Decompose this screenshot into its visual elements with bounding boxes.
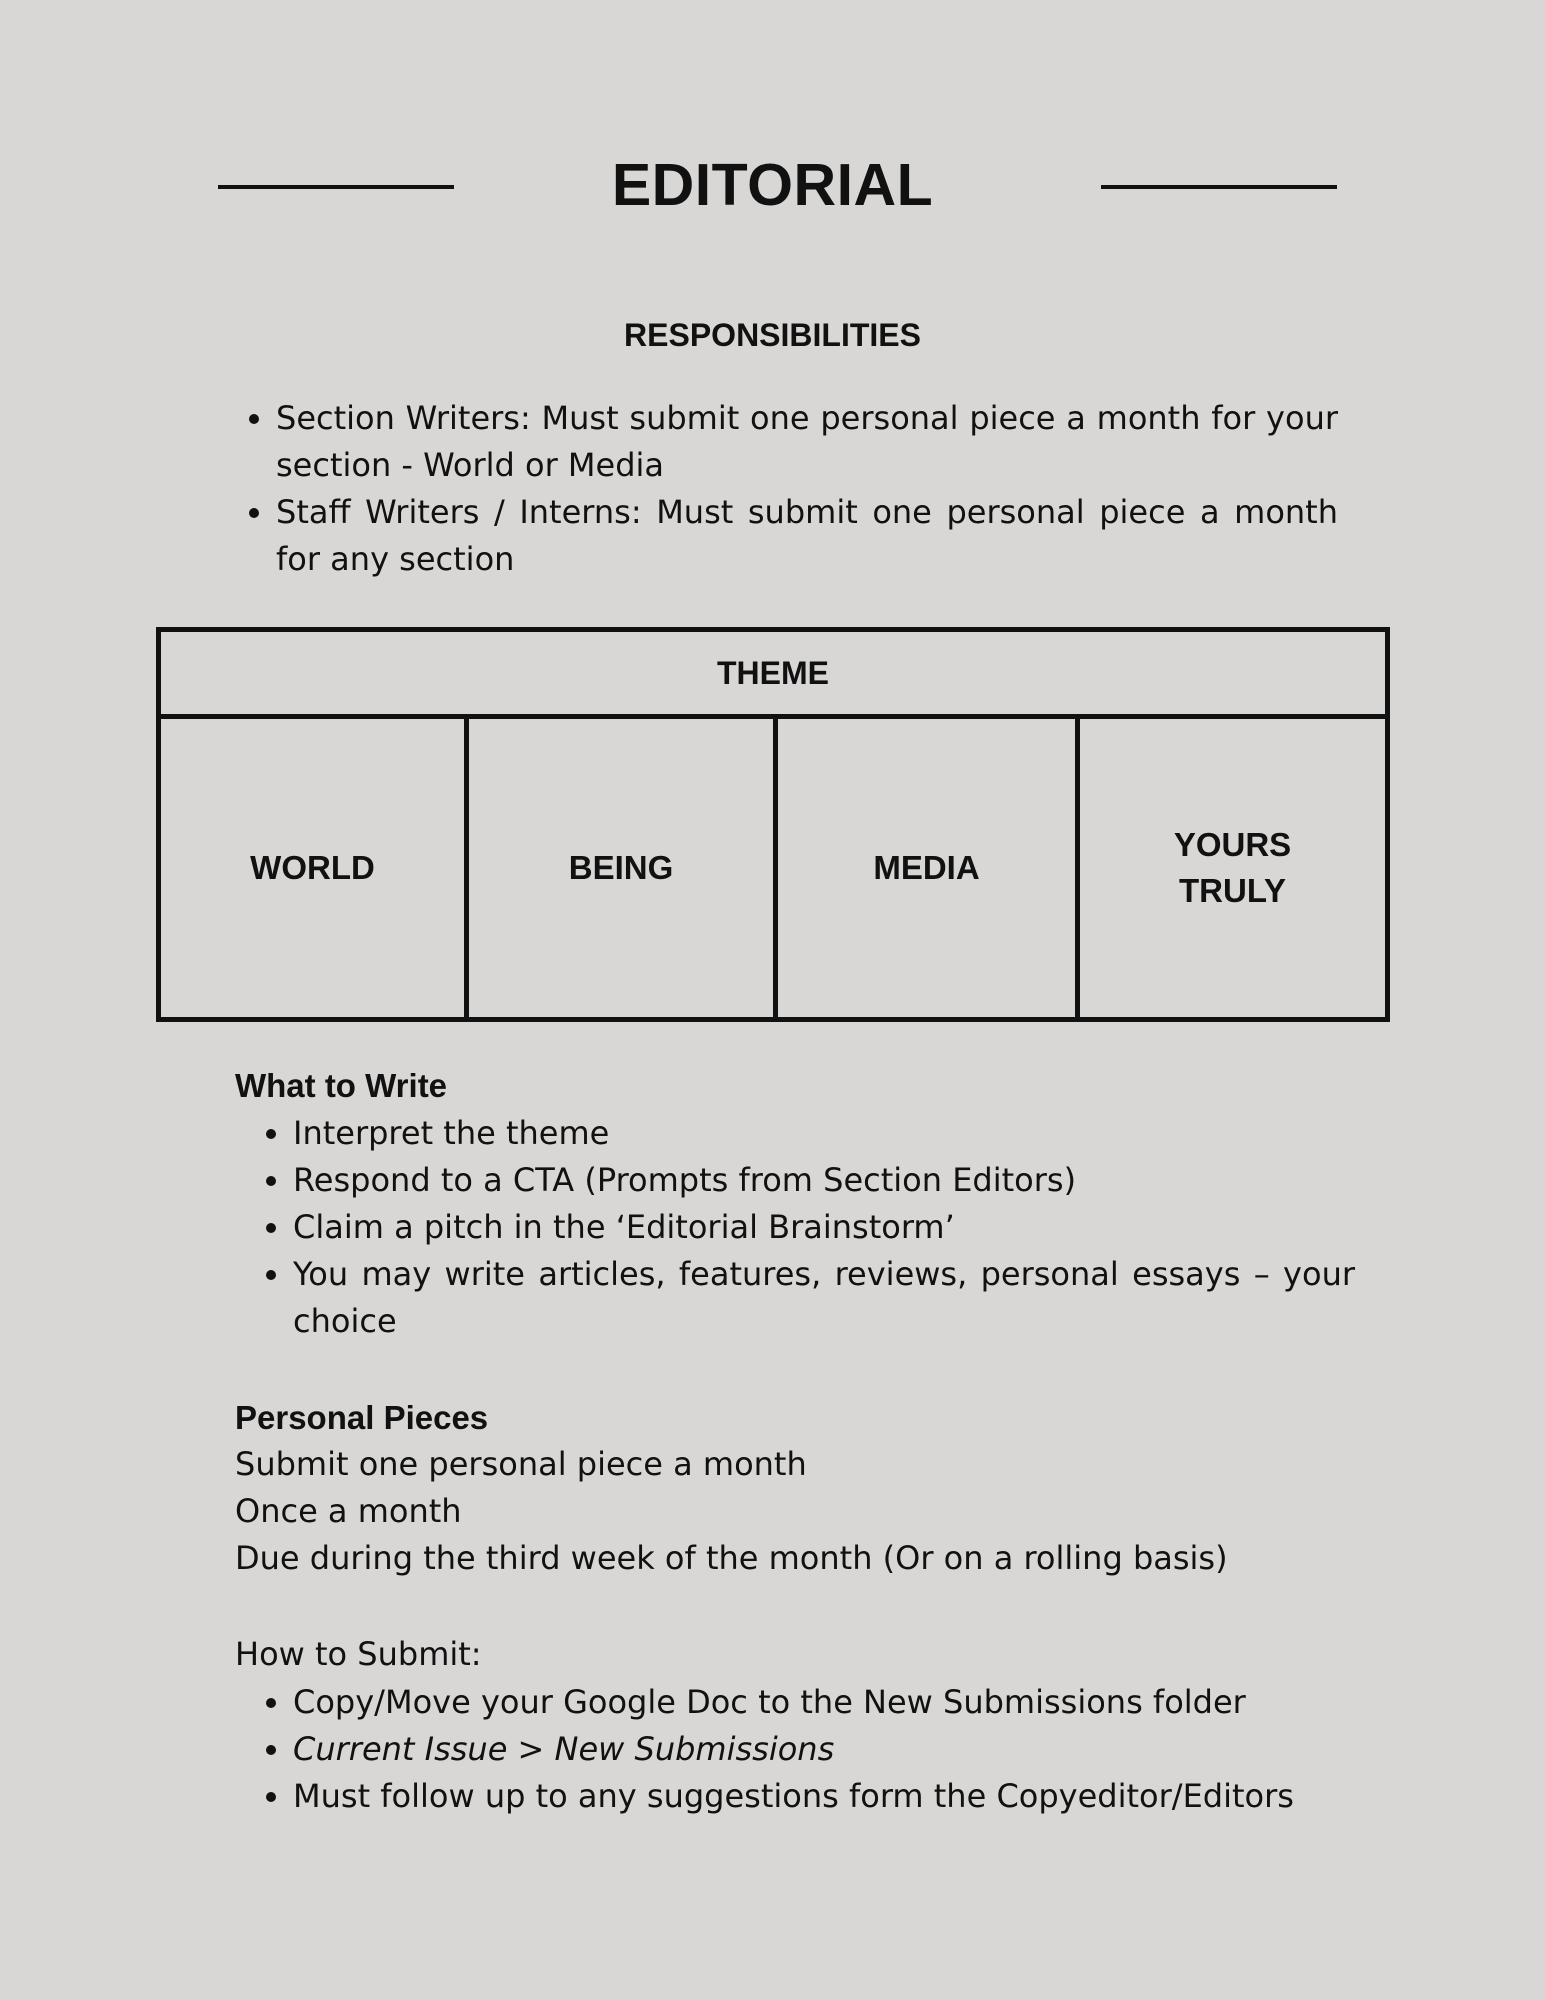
theme-cell-label: BEING [568, 849, 674, 886]
theme-cell-being [469, 719, 778, 1017]
theme-cell-world [161, 719, 469, 1017]
theme-cell-yours-truly [1080, 719, 1385, 1017]
theme-cell-label: YOURS [1173, 826, 1292, 863]
page-title: EDITORIAL [611, 152, 934, 218]
list-item: • Respond to a CTA (Prompts from Section Editors) [293, 1157, 1355, 1204]
list-item: • Interpret the theme [293, 1110, 1355, 1157]
theme-table-row [161, 719, 1385, 1017]
list-item: • You may write articles, features, reviews, personal essays – your choice [293, 1251, 1355, 1345]
list-item: • Claim a pitch in the ‘Editorial Brainstorm’ [293, 1204, 1355, 1251]
list-item: • Staff Writers / Interns: Must submit one personal piece a month for any section [276, 489, 1338, 583]
theme-table [156, 627, 1390, 1022]
personal-pieces-line: Once a month [235, 1492, 462, 1530]
theme-cell-label: WORLD [250, 849, 375, 886]
responsibilities-list [236, 395, 1338, 583]
theme-table-header: THEME [161, 632, 1385, 719]
list-item: • Must follow up to any suggestions form the Copyeditor/Editors [293, 1773, 1355, 1820]
list-item: • Current Issue > New Submissions [293, 1726, 1355, 1773]
title-rule-right [1101, 185, 1337, 189]
how-to-submit-list [235, 1679, 1355, 1820]
personal-pieces-line: Due during the third week of the month (Or on a rolling basis) [235, 1539, 1228, 1577]
what-to-write-heading: What to Write [235, 1067, 448, 1104]
list-item: • Copy/Move your Google Doc to the New Submissions folder [293, 1679, 1355, 1726]
theme-cell-label: MEDIA [873, 849, 980, 886]
theme-cell-media [778, 719, 1080, 1017]
list-item: • Section Writers: Must submit one personal piece a month for your section - World or Media [276, 395, 1338, 489]
responsibilities-heading: RESPONSIBILITIES [624, 317, 921, 353]
what-to-write-list [235, 1110, 1355, 1345]
personal-pieces-heading: Personal Pieces [235, 1399, 489, 1436]
how-to-submit-heading: How to Submit: [235, 1635, 482, 1673]
theme-cell-label-line2: TRULY [1179, 872, 1286, 909]
personal-pieces-line: Submit one personal piece a month [235, 1445, 807, 1483]
